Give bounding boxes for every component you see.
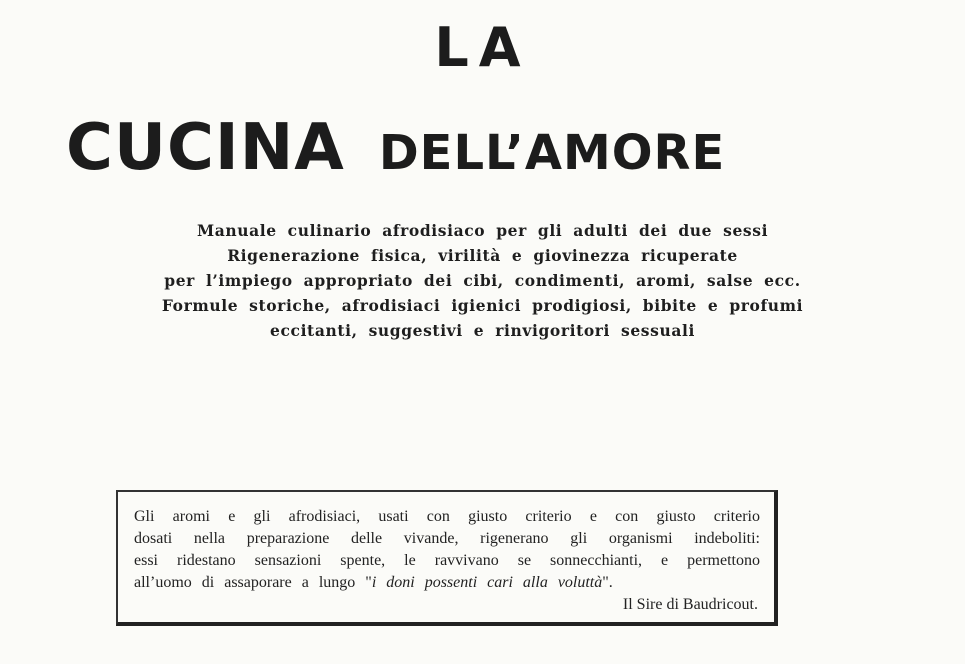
epigraph-box [116,490,778,626]
subtitle-block [0,218,965,343]
title-word-cucina: CUCINA [66,111,345,185]
epigraph-line-4-suffix: ". [602,574,613,591]
title-word-dellamore: DELL’AMORE [378,125,726,181]
title-line-la: LA [434,16,531,79]
epigraph-author: Il Sire di Baudricout. [622,596,758,613]
subtitle-line-5: eccitanti, suggestivi e rinvigoritori sessuali [270,321,695,340]
subtitle-line-3: per l’impiego appropriato dei cibi, condimenti, aromi, salse ecc. [164,271,801,290]
epigraph-italic-phrase: i doni possenti cari alla voluttà [371,574,603,591]
subtitle-line-2: Rigenerazione fisica, virilità e giovinezza ricuperate [227,246,738,265]
subtitle-line-1: Manuale culinario afrodisiaco per gli adulti dei due sessi [196,221,769,240]
epigraph-line-4-prefix: all’uomo di assaporare a lungo " [134,574,372,591]
subtitle-line-4: Formule storiche, afrodisiaci igienici prodigiosi, bibite e profumi [161,296,804,315]
epigraph-line-4 [134,572,760,594]
epigraph-line-3: essi ridestano sensazioni spente, le ravvivano se sonnecchianti, e permettono [134,552,760,569]
epigraph-line-2: dosati nella preparazione delle vivande, rigenerano gli organismi indeboliti: [134,530,760,547]
epigraph-line-1: Gli aromi e gli afrodisiaci, usati con giusto criterio e con giusto criterio [134,508,760,525]
title-line-main [66,108,725,204]
